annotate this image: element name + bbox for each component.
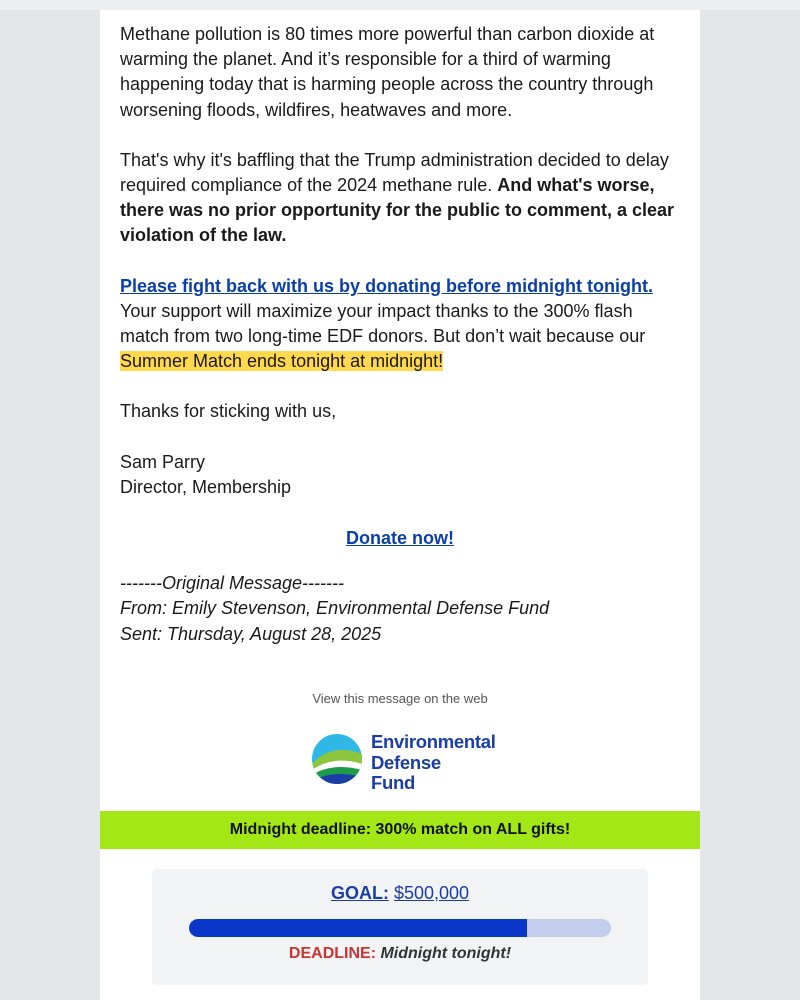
- signer-title: Director, Membership: [120, 476, 292, 497]
- paragraph-trump: [120, 148, 680, 249]
- goal-line[interactable]: [152, 883, 648, 904]
- donate-tonight-link[interactable]: Please fight back with us by donating before midnight tonight.: [120, 275, 654, 296]
- top-bar: [0, 0, 800, 10]
- logo-line-3: Fund: [371, 772, 416, 793]
- deadline-label: DEADLINE:: [288, 945, 377, 962]
- edf-logo-icon: [312, 734, 362, 784]
- paragraph-methane: Methane pollution is 80 times more powerful than carbon dioxide at warming the planet. And it’s responsible for a third of warming happening today that is harming people across the country through worsening floods, wildfires, heatwaves and more.: [120, 24, 655, 120]
- original-message: [120, 571, 680, 647]
- progress-fill: [189, 919, 527, 937]
- message-content: [120, 22, 680, 647]
- deadline-banner: Midnight deadline: 300% match on ALL gifts!: [100, 811, 700, 849]
- view-on-web-link[interactable]: View this message on the web: [312, 691, 488, 706]
- closing-line: Thanks for sticking with us,: [120, 401, 337, 422]
- donate-now-wrap: [120, 526, 680, 551]
- signer-name: Sam Parry: [120, 451, 206, 472]
- appeal-text: Your support will maximize your impact thanks to the 300% flash match from two long-time EDF donors. But don’t wait because our: [120, 300, 646, 347]
- original-header: -------Original Message-------: [120, 573, 344, 594]
- deadline-value: Midnight tonight!: [380, 945, 512, 962]
- edf-logo[interactable]: [310, 731, 500, 793]
- progress-bar: [189, 919, 611, 937]
- goal-label: GOAL:: [330, 883, 389, 903]
- paragraph-appeal: [120, 274, 680, 375]
- email-body: [100, 10, 700, 1000]
- deadline-line: [152, 945, 648, 963]
- goal-box: [152, 869, 648, 985]
- original-from: From: Emily Stevenson, Environmental Defense Fund: [120, 598, 550, 619]
- logo-line-2: Defense: [371, 751, 441, 773]
- logo-line-1: Environmental: [371, 731, 496, 752]
- donate-now-link[interactable]: Donate now!: [346, 528, 454, 549]
- original-sent: Sent: Thursday, August 28, 2025: [120, 623, 382, 644]
- goal-amount: $500,000: [393, 883, 470, 903]
- paragraph-trump-bold: And what's worse, there was no prior opportunity for the public to comment, a clear violation of the law.: [120, 175, 675, 246]
- edf-logo-text: [371, 732, 496, 794]
- paragraph-trump-text: That's why it's baffling that the Trump administration decided to delay required compliance of the 2024 methane rule.: [120, 149, 669, 196]
- summer-match-highlight: Summer Match ends tonight at midnight!: [120, 351, 444, 372]
